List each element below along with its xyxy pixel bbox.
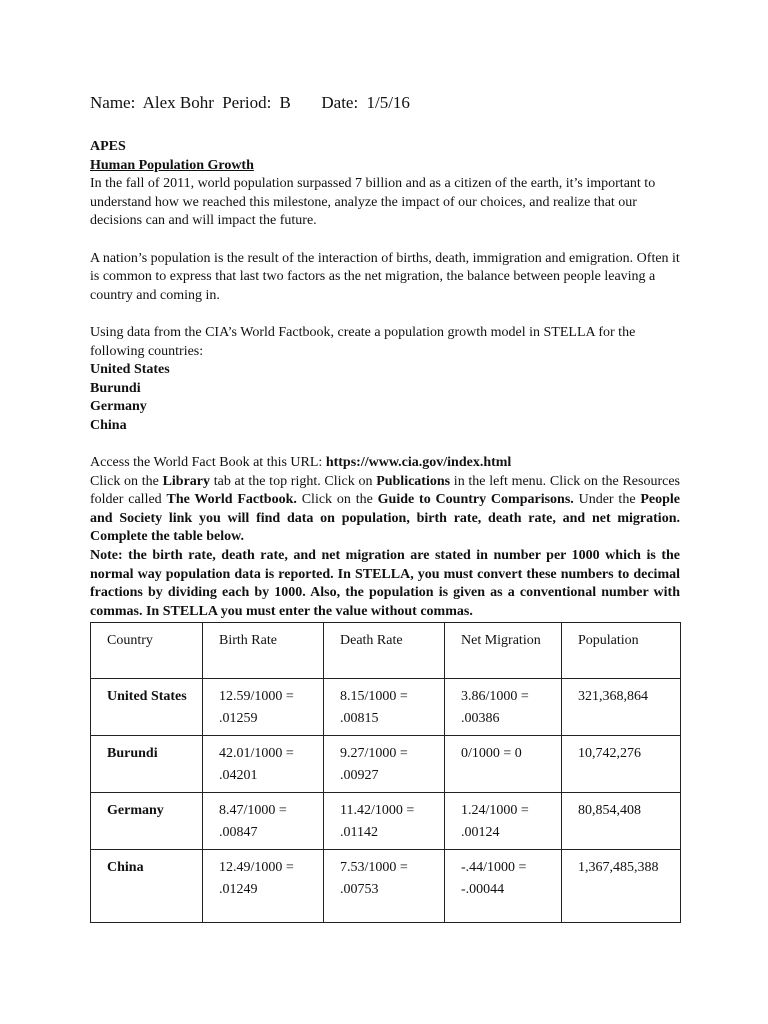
column-header: Birth Rate	[203, 623, 324, 679]
course-name: APES	[90, 139, 126, 154]
instructions-paragraph: Using data from the CIA’s World Factbook, create a population growth model in STELLA for the following countries:	[90, 324, 636, 359]
population-table	[90, 622, 681, 923]
column-header: Country	[91, 623, 203, 679]
country-cell: Germany	[91, 793, 203, 850]
birth-rate-cell: 12.59/1000 = .01259	[203, 679, 324, 736]
table-row	[91, 679, 681, 736]
table-row	[91, 793, 681, 850]
date-label: Date:	[321, 93, 359, 112]
net-migration-cell: 1.24/1000 = .00124	[445, 793, 562, 850]
period-value: B	[279, 93, 291, 112]
publications-ref: Publications	[376, 473, 451, 489]
date-value: 1/5/16	[366, 93, 410, 112]
death-rate-cell: 7.53/1000 = .00753	[324, 850, 445, 923]
death-rate-cell: 11.42/1000 = .01142	[324, 793, 445, 850]
country-cell: United States	[91, 679, 203, 736]
country-cell: Burundi	[91, 736, 203, 793]
column-header: Death Rate	[324, 623, 445, 679]
document-body	[90, 138, 680, 621]
net-migration-cell: 0/1000 = 0	[445, 736, 562, 793]
list-item: Germany	[90, 399, 147, 415]
population-cell: 80,854,408	[562, 793, 681, 850]
list-item: United States	[90, 362, 170, 378]
birth-rate-cell: 12.49/1000 = .01249	[203, 850, 324, 923]
page-title: Human Population Growth	[90, 157, 254, 173]
factbook-ref: The World Factbook.	[166, 492, 297, 508]
factbook-url[interactable]: https://www.cia.gov/index.html	[325, 455, 512, 471]
column-header: Net Migration	[445, 623, 562, 679]
list-item: China	[90, 417, 127, 433]
birth-rate-cell: 42.01/1000 = .04201	[203, 736, 324, 793]
death-rate-cell: 9.27/1000 = .00927	[324, 736, 445, 793]
table-row	[91, 850, 681, 923]
net-migration-cell: 3.86/1000 = .00386	[445, 679, 562, 736]
column-header: Population	[562, 623, 681, 679]
name-label: Name:	[90, 93, 136, 112]
conversion-note: Note: the birth rate, death rate, and net migration are stated in number per 1000 which is the normal way population data is reported. In STELLA, you must convert these numbers to decimal fractions by dividing each by 1000. Also, the population is given as a conventional number with commas. In STELLA you must enter the value without commas.	[90, 548, 680, 619]
population-cell: 10,742,276	[562, 736, 681, 793]
name-value: Alex Bohr	[142, 93, 214, 112]
population-cell: 1,367,485,388	[562, 850, 681, 923]
death-rate-cell: 8.15/1000 = .00815	[324, 679, 445, 736]
intro-paragraph: In the fall of 2011, world population surpassed 7 billion and as a citizen of the earth, it’s important to understand how we reached this milestone, analyze the impact of our choices, and realize that our decisions can and will impact the future.	[90, 176, 656, 229]
birth-rate-cell: 8.47/1000 = .00847	[203, 793, 324, 850]
library-tab-ref: Library	[162, 473, 211, 489]
country-list	[90, 361, 680, 435]
people-society-ref: People and Society link you will find data on population, birth rate, death rate, and net migration. Complete the table below.	[90, 492, 681, 545]
net-migration-cell: -.44/1000 = -.00044	[445, 850, 562, 923]
migration-paragraph: A nation’s population is the result of the interaction of births, death, immigration and emigration. Often it is common to express that last two factors as the net migration, the balance between people leaving a country and coming in.	[90, 250, 680, 303]
population-cell: 321,368,864	[562, 679, 681, 736]
list-item: Burundi	[90, 380, 141, 396]
period-label: Period:	[222, 93, 272, 112]
access-line: Access the World Fact Book at this URL: https://www.cia.gov/index.html	[90, 455, 512, 471]
student-header	[90, 93, 414, 113]
table-header-row	[91, 623, 681, 679]
table-row	[91, 736, 681, 793]
navigation-instructions: Click on the Library tab at the top right. Click on Publications in the left menu. Click on the Resources folder called The World Factbook. Click on the Guide to Country Comparisons. Under the People and Society link you will find data on population, birth rate, death rate, and net migration. Complete the table below.	[90, 473, 681, 545]
guide-ref: Guide to Country Comparisons.	[377, 492, 574, 508]
country-cell: China	[91, 850, 203, 923]
